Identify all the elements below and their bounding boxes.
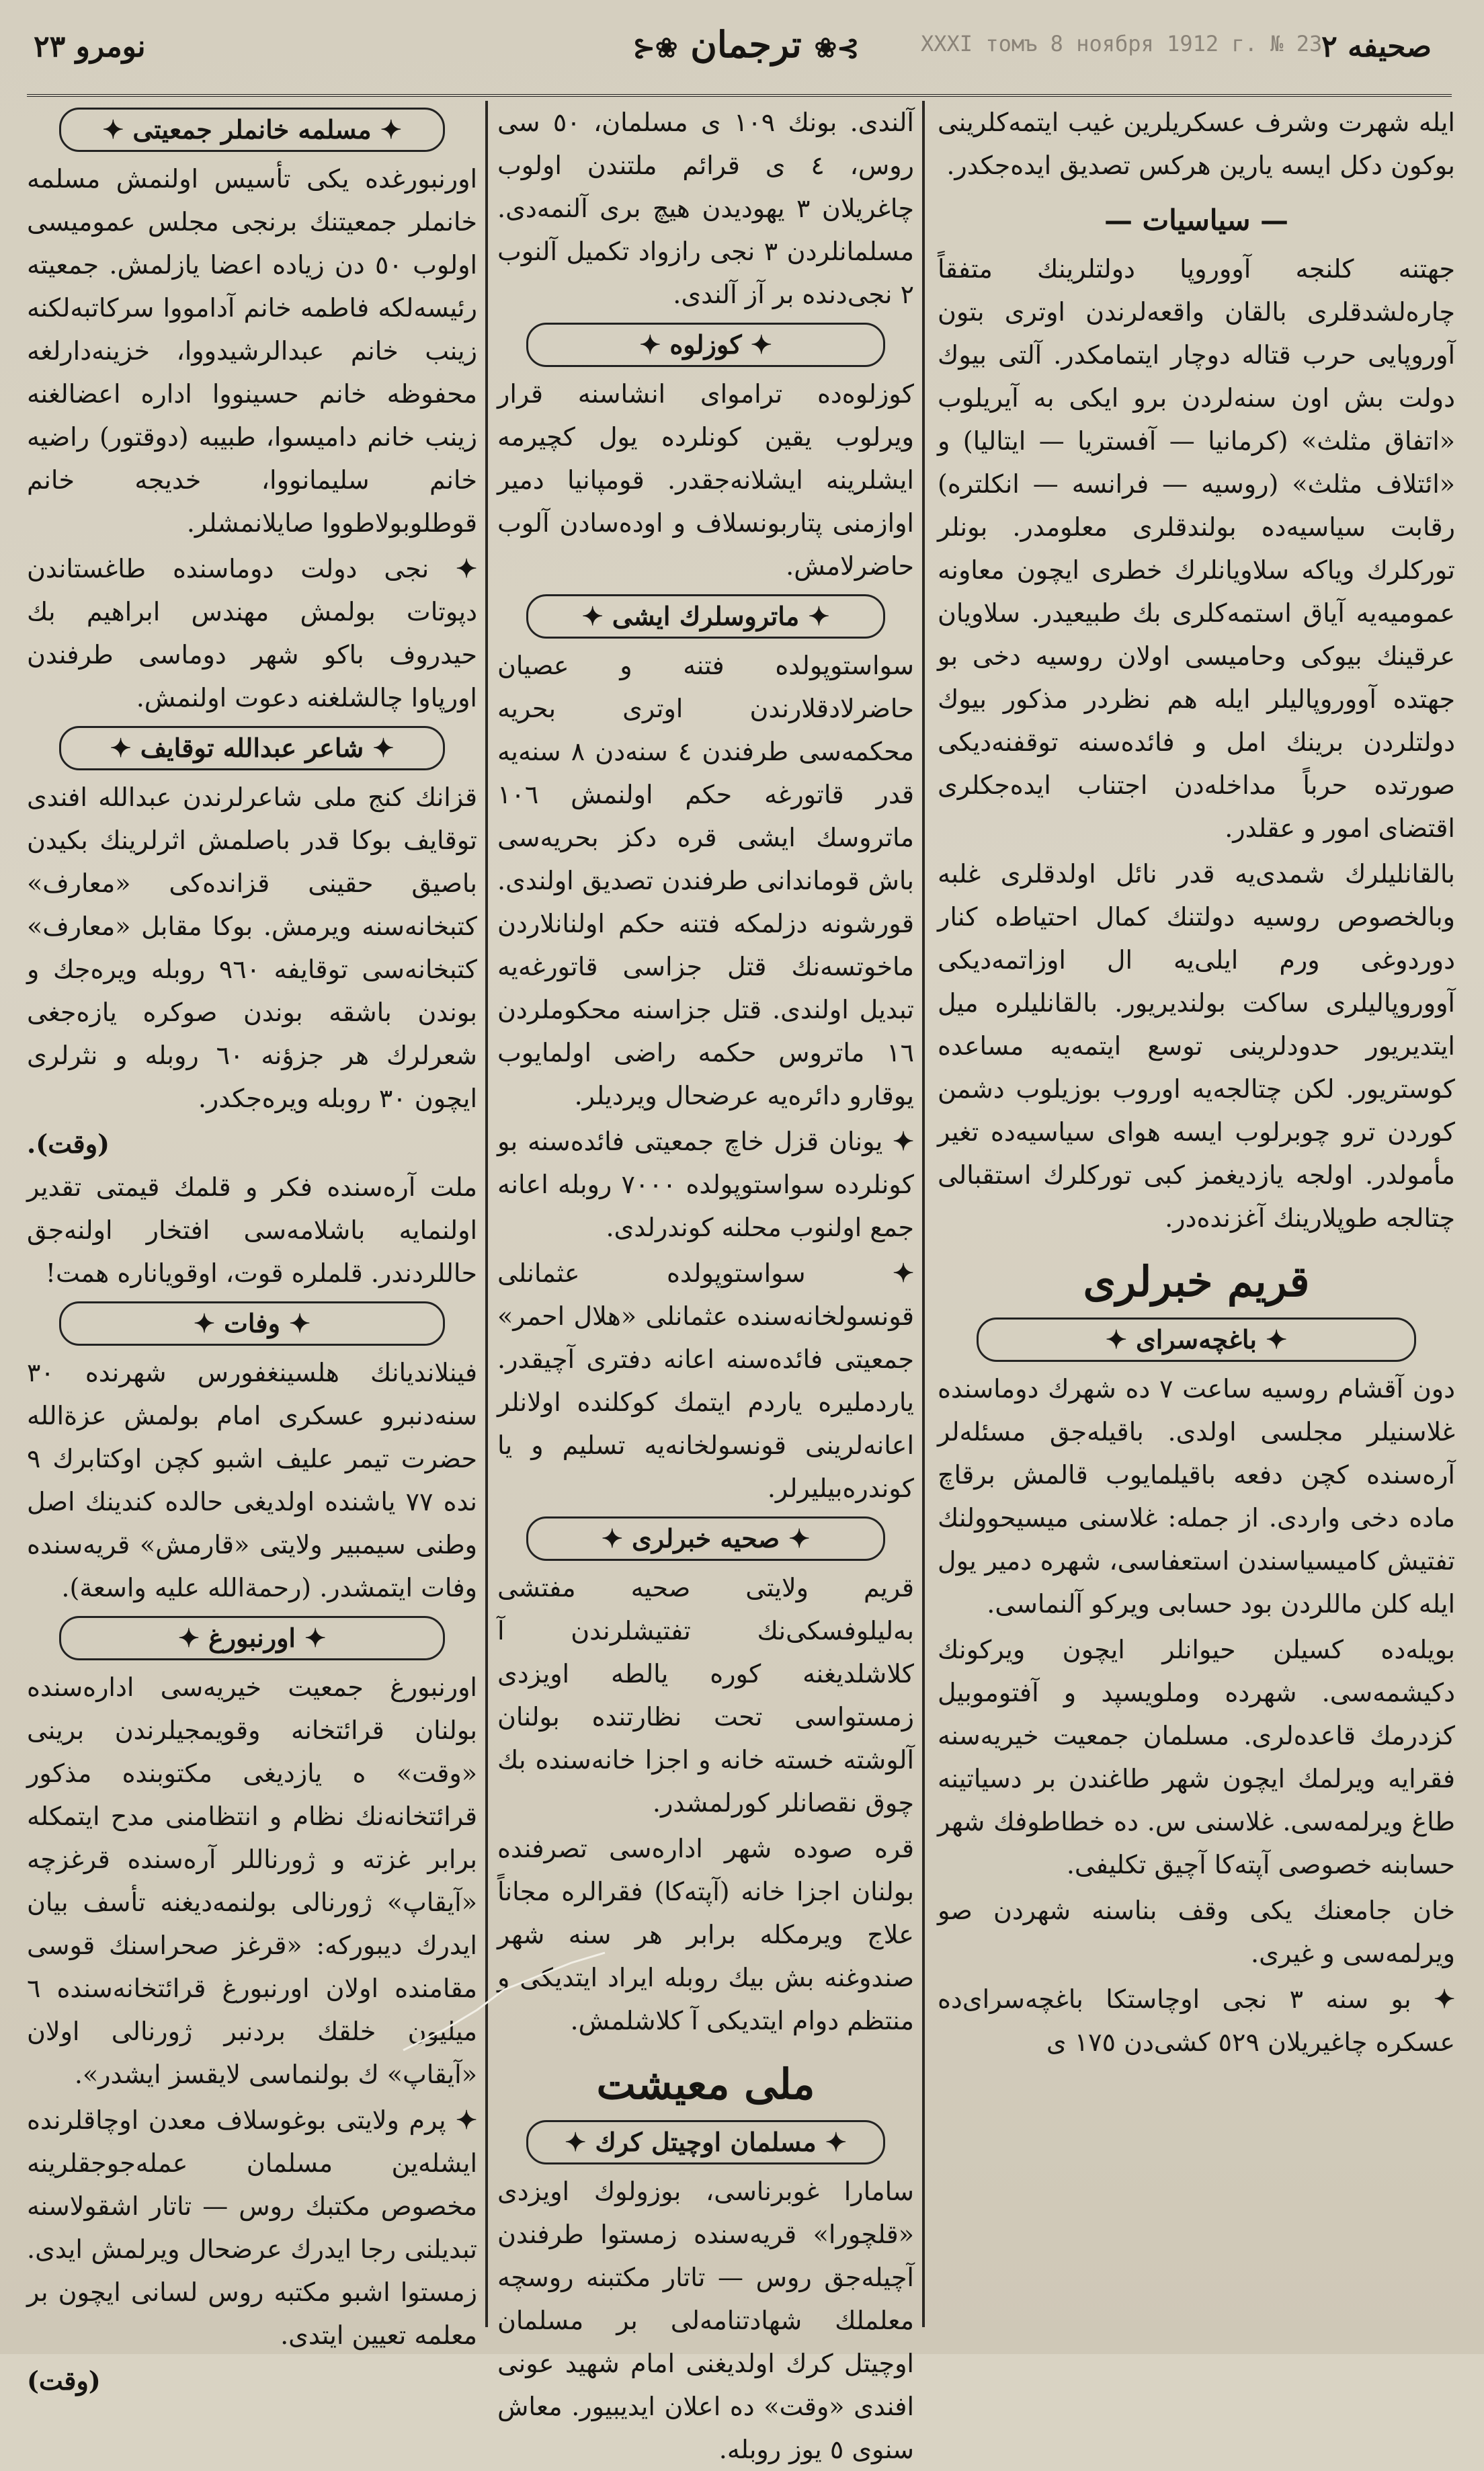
national-economy-heading: ملى معيشت: [596, 2060, 815, 2109]
sailors-heading: [526, 594, 885, 639]
star-icon: ✦: [825, 2127, 847, 2157]
column-rule-right: [922, 101, 925, 2327]
orenburg-heading-text: اورنبورغ: [208, 1623, 296, 1653]
poet-source: (وقت).: [27, 1129, 110, 1159]
politics-paragraph-2: بالقانليلرك شمدى‌يه قدر نائل اولدقلرى غلبه وبالخصوص روسيه دولتنك كمال احتياط‌ه كنار دوردوغى ورم ايلى‌يه ال اوزاتمه‌ديكى آووروپاليلرى ساكت بولنديريور. بالقانليلره ميل ايتديريور حدودلرينى توسع ايتمه‌يه مساعده كوستريور. لكن چتالجه‌يه اوروب بوزيلوب دشمن كوردن ترو چوبرلوب ايسه هواى سياسيه‌ده تغير مأمولدر. اولجه يازديغمز كبى توركلرك استقبالى چتالجه طوپلارينك آغزنده‌در.: [938, 859, 1455, 1233]
bakhchisaray-paragraph-2: بويله‌ده كسيلن حيوانلر ايچون ويركونك دكيشمه‌سى. شهرده وملويسپد و آفتوموبيل كزدرمك قاعده‌لرى. مسلمان جمعيت خيريه‌سنه فقرايه ويرلمك ايچون شهر طاغندن بر دسياتينه طاغ ويرلمه‌سى. غلاسنى س. ده خطاطوفك شهر حسابنه خصوصى آپته‌كا آچيق تكليفى.: [938, 1635, 1455, 1879]
star-icon: ✦: [102, 114, 124, 145]
star-icon: ✦: [372, 733, 395, 763]
kozlov-heading-text: كوزلوه: [669, 329, 742, 360]
sailors-paragraph: سواستوپولده فتنه و عصيان حاضرلادقلارندن اوترى بحريه محكمه‌سى طرفندن ٤ سنه‌دن ٨ سنه‌يه قدر قاتورغه حكم اولنمش ١٠٦ ماتروسك ايشى قره دكز بحريه‌سى باش قوماندانى طرفندن تصديق اولندى. قورشونه دزلمكه فتنه حكم اولنانلاردن ماخوتسه‌نك قتل جزاسى قاتورغه‌يه تبديل اولندى. قتل جزاسنه محكوملردن ١٦ ماتروس حكمه راضى اولمايوب يوقارو دائره‌يه عرضحال ويرديلر.: [497, 651, 914, 1110]
politics-heading-text: سياسيات: [1142, 204, 1251, 237]
star-icon: ✦: [601, 1523, 623, 1553]
death-heading-text: وفات: [224, 1308, 280, 1338]
newspaper-name: ترجمان: [690, 23, 802, 66]
star-icon: ✦: [1434, 1984, 1455, 2014]
crimea-news-heading: قريم خبرلرى: [1083, 1257, 1310, 1306]
intro-text: ايله شهرت وشرف عسكريلرين غيب ايتمه‌كلرينى بوكون دكل ايسه يارين هركس تصديق ايده‌جكدر.: [938, 108, 1455, 180]
bleed-through-text: XXXI томъ 8 ноября 1912 г. № 23: [921, 31, 1323, 56]
star-icon: ✦: [1266, 1324, 1288, 1354]
teacher-wanted-heading-text: مسلمان اوچيتل كرك: [595, 2127, 817, 2157]
star-icon: ✦: [110, 733, 132, 763]
newspaper-title: [632, 23, 860, 66]
paper-crack: [403, 1949, 605, 2057]
bakhchisaray-paragraph-4: [938, 1978, 1455, 2064]
politics-heading: — سياسيات —: [1104, 204, 1289, 237]
womens-society-heading-text: مسلمه خانملر جمعيتى: [132, 114, 372, 145]
star-icon: ✦: [808, 601, 830, 631]
star-icon: ✦: [177, 1623, 200, 1653]
poet-tukay-heading-text: شاعر عبدالله توقايف: [140, 733, 364, 763]
bakhchisaray-paragraph-3: خان جامعنك يكى وقف بناسنه شهردن صو ويرلمه‌سى و غيرى.: [938, 1896, 1455, 1968]
orenburg-heading: [59, 1616, 445, 1660]
page-number: صحيفه ٢: [1321, 30, 1432, 64]
star-icon: ✦: [304, 1623, 327, 1653]
duma-paragraph: [27, 547, 477, 719]
star-icon: ✦: [380, 114, 402, 145]
kozlov-heading: [526, 323, 885, 367]
health-news-heading: [526, 1516, 885, 1561]
star-icon: ✦: [193, 1308, 215, 1338]
left-ornament-icon: ⊱❀: [632, 32, 678, 64]
orenburg-source: (وقت): [27, 2365, 101, 2396]
page-header: [27, 20, 1452, 97]
orenburg-paragraph-2-text: پرم ولايتى بوغوسلاف معدن اوچاقلرنده ايشله‌ين مسلمان عمله‌جوجقلرينه مخصوص مكتبك روس — تاتار اشقولاسنه تبديلنى رجا ايدرك عرضحال ويرلمش ايدى. زمستوا اشبو مكتبه روس لسانى ايچون بر معلمه تعيين ايتدى.: [27, 2105, 477, 2350]
right-ornament-icon: ❀⊰: [814, 32, 860, 64]
star-icon: ✦: [289, 1308, 311, 1338]
star-icon: ✦: [1105, 1324, 1127, 1354]
star-icon: ✦: [581, 601, 604, 631]
star-icon: ✦: [893, 1258, 914, 1288]
star-icon: ✦: [456, 553, 477, 583]
red-cross-paragraph: [497, 1120, 914, 1249]
sailors-heading-text: ماتروسلرك ايشى: [612, 601, 800, 631]
death-heading: [59, 1301, 445, 1346]
red-cross-text: يونان قزل خاچ جمعيتى فائده‌سنه بو كونلرده سواستوپولده ٧٠٠٠ روبله اعانه جمع اولنوب محلنه كوندرلدى.: [497, 1127, 914, 1242]
star-icon: ✦: [639, 329, 661, 360]
consulate-text: سواستوپولده عثمانلى قونسولخانه‌سنده عثمانلى «هلال احمر» جمعيتى فائده‌سنه اعانه دفترى آچيقدر. ياردمليره ياردم ايتمك كوكلنده اولانلر اعانه‌لرينى قونسولخانه‌يه تسليم و يا كوندره‌بيليرلر.: [497, 1258, 914, 1503]
right-column: [938, 101, 1455, 2319]
consulate-paragraph: [497, 1252, 914, 1510]
star-icon: ✦: [565, 2127, 587, 2157]
politics-paragraph-1: جهتنه كلنجه آووروپا دولتلرينك متفقاً چاره‌لشدقلرى بالقان واقعه‌لرندن اوترى بتون آوروپايى حرب قتاله دوچار ايتمامكدر. آلتى بيوك دولت بش اون سنه‌لردن برو ايكى به آيريلوب «اتفاق مثلث» (كرمانيا — آفستريا — ايتاليا) و «ائتلاف مثلث» (روسيه — فرانسه — انكلتره) رقابت سياسيه‌ده بولندقلرى معلومدر. بونلر توركلرك وياكه سلاويانلرك خطرى ايچون معاونه عموميه‌يه آياق استمه‌كلرى بك طبيعيدر. سلاويان عرقينك بيوكى وحاميسى اولان روسيه دخى بو جهتده آووروپاليلر ايله هم نظردر مذكور بيوك دولتلردن برينك امل و فائده‌سنه توقفنه‌ديكى صورتده حرباً مداخله‌دن اجتناب ايده‌جكلرى اقتضاى امور و عقلدر.: [938, 254, 1455, 843]
orenburg-paragraph-2: [27, 2099, 477, 2357]
star-icon: ✦: [456, 2105, 477, 2135]
womens-society-text: اورنبورغده يكى تأسيس اولنمش مسلمه خانملر جمعيتنك برنجى مجلس عموميسى اولوب ٥٠ دن زياده اعضا يازلمش. جمعيته رئيسه‌لكه فاطمه خانم آدامووا سركاتبه‌لكنه زينب خانم عبدالرشيدووا، خزينه‌دارلغه محفوظه خانم حسينووا اداره اعضالغنه زينب خانم داميسوا، طبيبه (دوقتور) راضيه خانم سليمانووا، خديجه خانم قوطلوبولاطووا صايلانمشلر.: [27, 164, 477, 538]
duma-text: نجى دولت دوماسنده طاغستاندن دپوتات بولمش مهندس ابراهيم بك حيدروف باكو شهر دوماسى طرفندن اورپاوا چالشلغنه دعوت اولنمش.: [27, 554, 477, 713]
orenburg-paragraph-1: اورنبورغ جمعيت خيريه‌سى اداره‌سنده بولنان قرائتخانه وقويمجيلرندن برينى «وقت» ه يازديغى مكتوبنده مذكور قرائتخانه‌نك نظام و انتظامنى مدح ايتمكله برابر غزته و ژورناللر آره‌سنده قرغزچه «آيقاپ» ژورنالى بولنمه‌ديغنه تأسف بيان ايدرك ديبوركه: «قرغز صحراسنك قوسى مقامنده اولان اورنبورغ قرائتخانه‌سنده ٦ ميليون خلقك بردنبر ژورنالى اولان «آيقاپ» ك بولنماسى لايقسز ايشدر».: [27, 1672, 477, 2089]
star-icon: ✦: [750, 329, 772, 360]
health-paragraph-2: قره صوده شهر اداره‌سى تصرفنده بولنان اجزا خانه (آپته‌كا) فقرالره مجاناً علاج ويرمكله برابر هر سنه شهر صندوغنه بش بيك روبله ايراد ايتديكى و منتظم دوام ايتديكى آ كلاشلمش.: [497, 1834, 914, 2035]
death-text: فينلانديانك هلسينغفورس شهرنده ٣٠ سنه‌دنبرو عسكرى امام بولمش عزةالله حضرت تيمر عليف اشبو كچن اوكتابرك ٩ نده ٧٧ ياشنده اولديغى حالده كندينك اصل وطنى سيمبير ولايتى «قارمش» قريه‌سنده وفات ايتمشدر. (رحمةالله عليه واسعة).: [27, 1358, 478, 1603]
bakhchisaray-paragraph-4-text: بو سنه ٣ نجى اوچاستكا باغچه‌سراى‌ده عسكره چاغيريلان ٥٢٩ كشى‌دن ١٧٥ ى: [938, 1984, 1455, 2057]
bakhchisaray-paragraph-1: دون آقشام روسيه ساعت ٧ ده شهرك دوماسنده غلاسنيلر مجلسى اولدى. باقيله‌جق مسئله‌لر آره‌سنده كچن دفعه باقيلمايوب قالمش برقاچ ماده دخى واردى. از جمله: غلاسنى ميسيحوولنك تفتيش كاميسياسندن استعفاسى، شهره دمير يول ايله كلن ماللردن بود حسابى ويركو آلنماسى.: [938, 1374, 1455, 1619]
health-paragraph-1: قريم ولايتى صحيه مفتشى به‌ليلوفسكى‌نك تفتيشلرندن آ كلاشلديغنه كوره يالطه اويزدى زمستواسى تحت نظارتنده بولنان آلوشته خسته خانه و اجزا خانه‌سنده بك چوق نقصانلر كورلمشدر.: [497, 1573, 914, 1818]
star-icon: ✦: [788, 1523, 811, 1553]
health-news-heading-text: صحيه خبرلرى: [631, 1523, 780, 1553]
star-icon: ✦: [893, 1126, 914, 1156]
womens-society-heading: [59, 108, 445, 152]
bakhchisaray-heading-text: باغچه‌سراى: [1135, 1324, 1258, 1354]
poet-tukay-heading: [59, 726, 445, 770]
issue-number: نومرو ٢٣: [34, 30, 146, 64]
teacher-wanted-heading: [526, 2120, 885, 2164]
bakhchisaray-heading: [977, 1318, 1416, 1362]
teacher-wanted-text: سامارا غوبرناسى، بوزولوك اويزدى «قلچورا» قريه‌سنده زمستوا طرفندن آچيله‌جق روس — تاتار مكتبنه روسچه معلملك شهادتنامه‌لى بر مسلمان اوچيتل كرك اولديغنى امام شهيد عونى افندى «وقت» ده اعلان ايديبيور. معاش سنوى ٥ يوز روبله.: [497, 2177, 914, 2464]
poet-paragraph-1: قزانك كنج ملى شاعرلرندن عبدالله افندى توقايف بوكا قدر باصلمش اثرلرينك بكيدن باصيق حقينى قزانده‌كى «معارف» كتبخانه‌سنه ويرمش. بوكا مقابل «معارف» كتبخانه‌سى توقايفه ٩٦٠ روبله ويره‌جك و بوندن باشقه بوندن صوكره يازه‌جغى شعرلرك هر جزؤنه ٦٠ روبله و نثرلرى ايچون ٣٠ روبله ويره‌جكدر.: [27, 782, 478, 1113]
poet-paragraph-2: ملت آره‌سنده فكر و قلمك قيمتى تقدير اولنمايه باشلامه‌سى افتخار اولنه‌جق حاللردندر. قلملره قوت، اوقوياناره همت!: [27, 1172, 477, 1288]
census-text: آلندى. بونك ١٠٩ ى مسلمان، ٥٠ سى روس، ٤ ى قرائم ملتندن اولوب چاغريلان ٣ يهوديدن هيچ برى آلنمه‌دى. مسلمانلردن ٣ نجى رازواد تكميل آلنوب ٢ نجى‌دنده بر آز آلندى.: [497, 108, 914, 309]
kozlov-text: كوزلوه‌ده ترامواى انشاسنه قرار ويرلوب يقين كونلرده يول كچيرمه ايشلرينه ايشلانه‌جقدر. قومپانيا دمير اوازمنى پتاربونسلاف و اوده‌سادن آلوب حاضرلامش.: [497, 379, 914, 581]
